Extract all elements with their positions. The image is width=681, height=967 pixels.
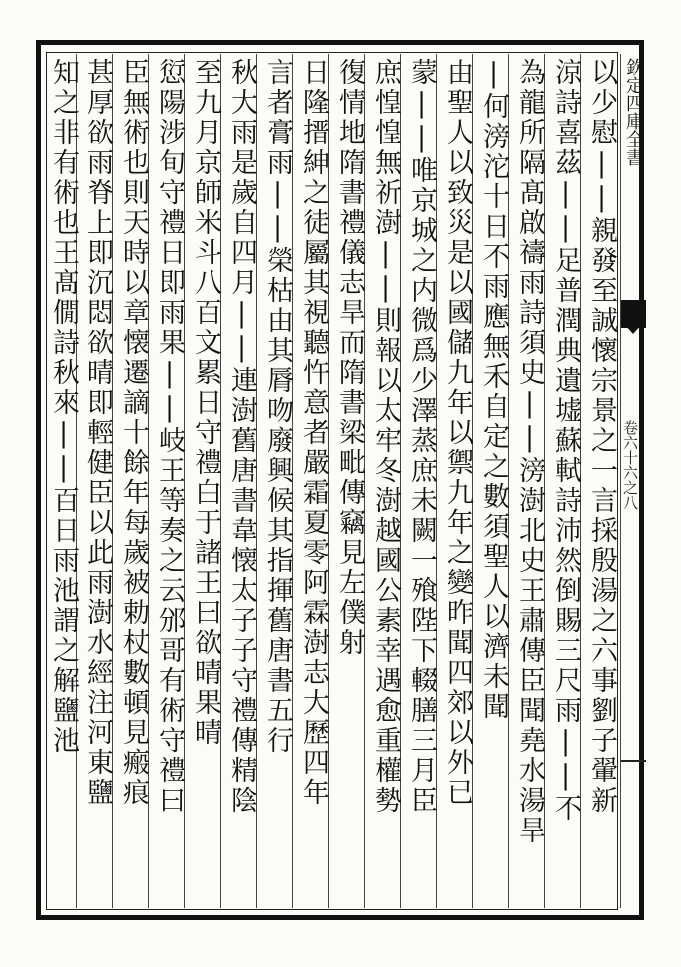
text-column-9: 日隆搢紳之徒屬其視聽忤意者嚴霜夏零阿霖澍志大歷四年: [298, 58, 329, 808]
text-column-11: 秋大雨是歲自四月||連澍舊唐書韋懐太子子守禮傳精陰: [226, 58, 257, 816]
fishtail-mark: [620, 300, 646, 328]
text-column-2: 涼詩喜茲||足普潤典遺墟蘇軾詩沛然倒賜三尺雨||不: [550, 58, 581, 824]
book-title: 欽定四庫全書: [623, 58, 644, 166]
text-column-3: 為龍所隔髙啟禱雨詩須史||滂澍北史王肅傳臣聞堯水湯旱: [514, 58, 545, 846]
text-column-4: |何滂沱十日不雨應無禾自定之數須聖人以濟未聞: [478, 58, 509, 722]
text-column-15: 甚厚欲雨脊上即沉悶欲晴即輕健臣以此雨澍水經注河東鹽: [82, 58, 113, 808]
text-column-16: 知之非有術也王髙僩詩秋來||百日雨池謂之解鹽池: [48, 58, 79, 756]
volume-label: 卷六十六之八: [621, 420, 639, 510]
text-column-5: 由聖人以致災是以國儲九年以禦九年之變昨聞四郊以外已: [442, 58, 473, 808]
text-column-1: 以少慰||親發至誠懷宗景之一言採殷湯之六事劉子翬新: [586, 58, 617, 816]
text-column-6: 蒙||唯京城之内微爲少澤蒸庶未闕一飱陛下輟膳三月臣: [406, 58, 437, 816]
column-rule: [620, 54, 621, 908]
text-column-10: 言者膏雨||榮枯由其脣吻廢興候其指揮舊唐書五行: [262, 58, 293, 756]
text-column-14: 臣無術也則天時以章懐遷謫十餘年每歲被勅杖數頓見瘢痕: [118, 58, 149, 808]
text-column-12: 至九月京師米斗八百文累日守禮白于諸王曰欲晴果晴: [190, 58, 221, 748]
text-column-8: 復情地隋書禮儀志旱而隋書梁毗傳竊見左僕射: [334, 58, 365, 658]
text-column-7: 庶惶惶無祈澍||則報以太牢冬澍越國公素幸遇愈重權勢: [370, 58, 401, 816]
margin-rule: [620, 760, 646, 762]
text-column-13: 愆陽涉旬守禮日即雨果||岐王等奏之云邠哥有術守禮曰: [154, 58, 185, 816]
